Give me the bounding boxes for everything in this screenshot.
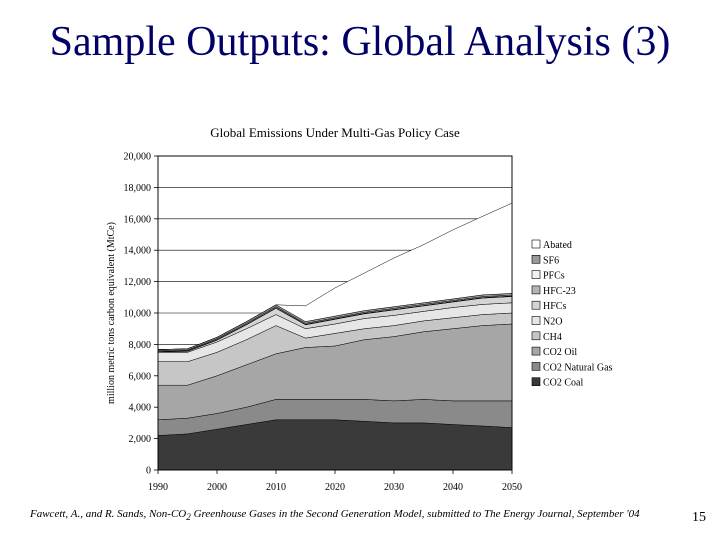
citation-subscript: 2 <box>186 512 191 523</box>
legend-swatch-hfc-23 <box>532 286 540 294</box>
y-tick-label: 12,000 <box>123 277 151 289</box>
y-tick-label: 10,000 <box>123 308 151 320</box>
legend-swatch-co2-coal <box>532 378 540 386</box>
x-tick-label: 2040 <box>443 482 463 493</box>
legend-label-abated: Abated <box>543 240 572 251</box>
legend-swatch-co2-oil <box>532 347 540 355</box>
legend-swatch-abated <box>532 240 540 248</box>
y-tick-label: 16,000 <box>123 214 151 226</box>
legend-label-n2o: N2O <box>543 316 563 328</box>
legend-label-co2-natural-gas: CO2 Natural Gas <box>543 362 613 374</box>
slide-title: Sample Outputs: Global Analysis (3) <box>49 19 671 65</box>
legend-label-co2-oil: CO2 Oil <box>543 347 578 359</box>
footer-citation <box>30 508 680 522</box>
legend-swatch-sf6 <box>532 255 540 263</box>
citation-text-rest: Greenhouse Gases in the Second Generation Model, submitted to The Energy Journal, September '04 <box>190 508 640 520</box>
legend-swatch-ch4 <box>532 332 540 340</box>
legend-label-co2-coal: CO2 Coal <box>543 377 584 389</box>
y-tick-label: 14,000 <box>123 245 151 257</box>
x-tick-label: 2000 <box>207 482 227 493</box>
y-tick-label: 6,000 <box>128 371 151 383</box>
y-tick-label: 8,000 <box>128 339 151 351</box>
legend-swatch-hfcs <box>532 301 540 309</box>
y-tick-label: 18,000 <box>123 182 151 194</box>
citation-text: Fawcett, A., and R. Sands, Non-CO <box>30 508 187 520</box>
x-tick-label: 2030 <box>384 482 404 493</box>
y-tick-label: 2,000 <box>128 434 151 446</box>
x-tick-label: 2010 <box>266 482 286 493</box>
y-tick-label: 0 <box>146 465 151 477</box>
x-tick-label: 2020 <box>325 482 345 493</box>
legend-swatch-co2-natural-gas <box>532 362 540 370</box>
legend-label-hfc-23: HFC-23 <box>543 285 576 297</box>
legend-label-ch4: CH4 <box>543 331 562 343</box>
y-tick-label: 4,000 <box>128 402 151 414</box>
legend-label-sf6: SF6 <box>543 255 560 267</box>
y-axis-label: million metric tons carbon equivalent (MtCe) <box>106 222 117 404</box>
y-tick-label: 20,000 <box>123 151 151 163</box>
legend-label-hfcs: HFCs <box>543 301 567 313</box>
legend-swatch-n2o <box>532 317 540 325</box>
x-tick-label: 2050 <box>502 482 522 493</box>
chart-title: Global Emissions Under Multi-Gas Policy Case <box>210 125 460 140</box>
page-number: 15 <box>692 510 706 525</box>
legend-swatch-pfcs <box>532 271 540 279</box>
legend-label-pfcs: PFCs <box>543 270 565 282</box>
x-tick-label: 1990 <box>148 482 168 493</box>
